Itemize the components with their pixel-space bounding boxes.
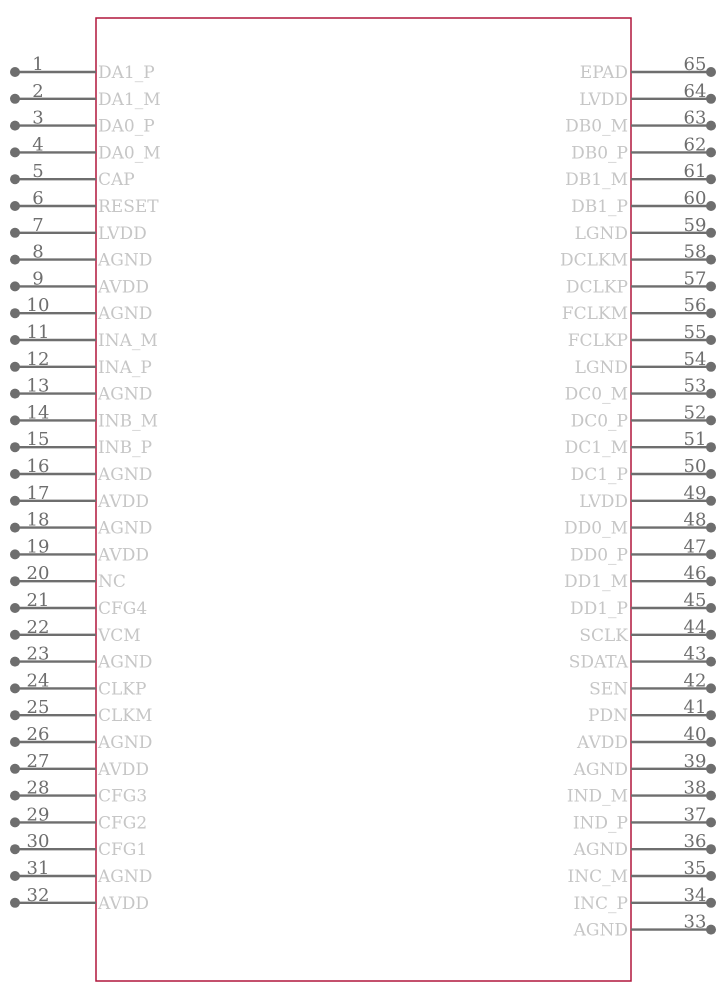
pin-number: 34	[683, 884, 707, 906]
pin-14	[10, 402, 158, 431]
pin-name: AGND	[573, 840, 628, 861]
pin-terminal-dot	[10, 657, 20, 667]
pin-terminal-dot	[706, 764, 716, 774]
pin-terminal-dot	[10, 147, 20, 157]
pin-number: 16	[26, 456, 50, 477]
pin-number: 7	[32, 214, 44, 236]
pin-name: NC	[98, 572, 126, 593]
pin-47	[570, 536, 716, 565]
pin-terminal-dot	[706, 121, 716, 131]
pin-terminal-dot	[10, 710, 20, 720]
pin-44	[579, 617, 716, 646]
pin-number: 12	[26, 348, 50, 370]
pin-number: 62	[683, 134, 707, 156]
pin-terminal-dot	[706, 683, 716, 693]
pin-number: 8	[32, 241, 44, 263]
pin-number: 58	[683, 241, 707, 263]
pin-terminal-dot	[706, 389, 716, 399]
pin-name: DC1_P	[570, 465, 628, 485]
pin-name: SCLK	[579, 625, 628, 646]
pin-number: 15	[26, 429, 50, 451]
pin-name: AGND	[98, 652, 153, 673]
pin-7	[10, 215, 147, 244]
pin-18	[10, 510, 152, 539]
pin-53	[565, 376, 716, 405]
pin-name: INA_P	[98, 357, 152, 378]
pin-name: CFG2	[98, 813, 148, 834]
pin-65	[580, 54, 716, 83]
pin-name: DC1_M	[564, 438, 628, 459]
pin-terminal-dot	[706, 523, 716, 533]
pin-terminal-dot	[10, 844, 20, 854]
pin-number: 54	[683, 348, 707, 370]
pin-number: 27	[26, 750, 50, 772]
pin-terminal-dot	[10, 67, 20, 77]
pin-terminal-dot	[10, 898, 20, 908]
pin-name: LVDD	[579, 491, 628, 512]
pin-name: DCLKP	[565, 277, 628, 298]
pin-number: 29	[26, 804, 50, 826]
pin-terminal-dot	[706, 791, 716, 801]
pin-terminal-dot	[706, 657, 716, 667]
pin-terminal-dot	[10, 523, 20, 533]
pin-17	[10, 483, 149, 512]
pin-terminal-dot	[706, 67, 716, 77]
pin-4	[10, 134, 161, 163]
pin-name: DB0_P	[571, 143, 628, 164]
pin-terminal-dot	[706, 415, 716, 425]
pin-name: DB0_M	[565, 116, 628, 137]
pin-37	[573, 804, 716, 833]
pin-56	[562, 295, 716, 324]
pin-64	[579, 81, 716, 110]
pin-name: AGND	[98, 384, 153, 405]
pin-terminal-dot	[10, 871, 20, 881]
pin-number: 52	[683, 402, 707, 424]
pin-number: 59	[683, 214, 707, 236]
pin-terminal-dot	[10, 576, 20, 586]
pin-number: 1	[32, 54, 44, 75]
pin-number: 23	[26, 643, 50, 665]
pin-terminal-dot	[10, 255, 20, 265]
pin-name: LGND	[574, 223, 628, 244]
pin-name: PDN	[588, 706, 628, 727]
pin-61	[565, 161, 716, 190]
pin-name: DA1_P	[98, 63, 155, 83]
pin-terminal-dot	[10, 630, 20, 640]
pin-32	[10, 885, 149, 914]
pin-30	[10, 831, 147, 860]
pin-name: DA1_M	[98, 89, 161, 110]
pin-59	[575, 215, 716, 244]
pin-49	[579, 483, 716, 512]
pin-terminal-dot	[706, 174, 716, 184]
pin-name: AVDD	[577, 733, 628, 753]
pin-number: 48	[683, 509, 707, 531]
pin-number: 46	[683, 563, 707, 585]
pin-terminal-dot	[10, 683, 20, 693]
component-body	[96, 18, 631, 981]
pin-number: 9	[32, 268, 44, 290]
pin-name: INC_M	[567, 867, 628, 887]
pin-terminal-dot	[706, 335, 716, 345]
pin-40	[576, 724, 716, 753]
pin-number: 60	[683, 188, 707, 209]
pin-39	[573, 751, 716, 780]
pin-terminal-dot	[706, 228, 716, 238]
pin-2	[10, 81, 161, 110]
pin-name: RESET	[98, 197, 159, 217]
pin-31	[10, 858, 152, 887]
pin-name: CFG4	[98, 599, 148, 619]
pin-name: CFG1	[98, 840, 148, 861]
pin-20	[10, 563, 126, 592]
pin-48	[564, 510, 716, 539]
pin-terminal-dot	[706, 94, 716, 104]
pin-terminal-dot	[706, 281, 716, 291]
pin-name: FCLKM	[561, 304, 628, 325]
pin-33	[573, 912, 716, 941]
pin-terminal-dot	[706, 817, 716, 827]
pin-21	[10, 590, 147, 619]
pin-terminal-dot	[10, 415, 20, 425]
pin-terminal-dot	[10, 737, 20, 747]
pin-number: 53	[683, 375, 707, 397]
pin-terminal-dot	[706, 603, 716, 613]
left-pin-group	[10, 54, 161, 914]
pin-number: 30	[26, 831, 50, 853]
pin-number: 17	[26, 482, 50, 504]
pin-number: 6	[32, 188, 44, 209]
pin-terminal-dot	[10, 121, 20, 131]
pin-terminal-dot	[10, 335, 20, 345]
pin-number: 36	[683, 831, 707, 853]
pin-name: DD1_M	[564, 572, 628, 593]
pin-number: 55	[683, 322, 707, 343]
pin-number: 56	[683, 295, 707, 317]
pin-62	[571, 134, 716, 163]
pin-3	[10, 108, 155, 137]
pin-46	[564, 563, 716, 592]
pin-name: DB1_P	[571, 197, 628, 217]
pin-terminal-dot	[706, 496, 716, 506]
pin-1	[10, 54, 155, 83]
pin-number: 37	[683, 804, 707, 826]
pin-terminal-dot	[706, 147, 716, 157]
pin-terminal-dot	[10, 469, 20, 479]
pin-10	[10, 295, 152, 324]
pin-35	[567, 858, 716, 887]
pin-38	[567, 778, 716, 807]
pin-name: LVDD	[98, 223, 147, 244]
pin-36	[573, 831, 716, 860]
pin-number: 18	[26, 509, 50, 531]
pin-number: 2	[32, 80, 44, 102]
pin-number: 50	[683, 456, 707, 477]
pin-number: 38	[683, 777, 707, 799]
pin-name: DCLKM	[559, 250, 628, 271]
pin-number: 42	[683, 670, 707, 692]
pin-24	[10, 670, 146, 699]
pin-43	[569, 644, 716, 673]
pin-name: AGND	[98, 733, 153, 753]
pin-terminal-dot	[706, 442, 716, 452]
pin-number: 33	[683, 911, 707, 933]
pin-number: 10	[26, 295, 50, 317]
pin-16	[10, 456, 152, 485]
pin-terminal-dot	[706, 898, 716, 908]
pin-name: EPAD	[579, 63, 628, 83]
pin-50	[571, 456, 716, 485]
pin-name: FCLKP	[567, 331, 628, 351]
pin-number: 3	[32, 107, 44, 129]
pin-number: 24	[26, 670, 50, 692]
pin-51	[565, 429, 716, 458]
pin-number: 63	[683, 107, 707, 129]
pin-number: 19	[26, 536, 50, 558]
pin-number: 5	[32, 161, 44, 183]
pin-60	[571, 188, 716, 217]
pin-26	[10, 724, 152, 753]
pin-number: 41	[683, 697, 707, 719]
pin-terminal-dot	[10, 281, 20, 291]
pin-name: CAP	[98, 170, 135, 191]
pin-11	[10, 322, 158, 351]
pin-19	[10, 536, 149, 565]
pin-name: DD0_M	[564, 518, 628, 539]
pin-name: AGND	[98, 304, 153, 325]
pin-name: CLKM	[98, 706, 153, 727]
pin-name: DD1_P	[569, 599, 628, 619]
pin-terminal-dot	[10, 389, 20, 399]
pin-number: 25	[26, 697, 50, 719]
pin-13	[10, 376, 152, 405]
pin-terminal-dot	[706, 844, 716, 854]
pin-number: 64	[683, 80, 707, 102]
pin-name: CFG3	[98, 786, 148, 807]
pin-number: 4	[32, 134, 44, 156]
pin-terminal-dot	[706, 737, 716, 747]
pin-terminal-dot	[10, 174, 20, 184]
pin-55	[568, 322, 716, 351]
pin-number: 44	[683, 616, 707, 638]
pin-name: AGND	[98, 518, 153, 539]
pin-28	[10, 778, 147, 807]
pin-name: AVDD	[98, 893, 149, 914]
pin-number: 45	[683, 590, 707, 611]
pin-name: INB_P	[98, 438, 153, 459]
pin-29	[10, 804, 147, 833]
pin-number: 40	[683, 724, 707, 745]
pin-number: 47	[683, 536, 707, 558]
pin-15	[10, 429, 152, 458]
pin-name: IND_M	[566, 786, 628, 807]
pin-number: 31	[26, 858, 50, 879]
pin-name: DC0_P	[570, 411, 628, 432]
pin-terminal-dot	[10, 791, 20, 801]
pin-name: AGND	[98, 465, 153, 485]
pin-name: LVDD	[579, 89, 628, 110]
pin-name: AGND	[98, 867, 153, 887]
pin-terminal-dot	[706, 255, 716, 265]
pin-name: DD0_P	[569, 545, 628, 566]
pin-name: AVDD	[98, 277, 149, 298]
pin-number: 39	[683, 750, 707, 772]
pin-27	[10, 751, 149, 780]
pin-23	[10, 644, 152, 673]
pin-name: AGND	[573, 920, 628, 941]
pin-terminal-dot	[10, 549, 20, 559]
pin-name: SDATA	[568, 652, 628, 673]
pin-terminal-dot	[10, 603, 20, 613]
pin-name: AGND	[98, 250, 153, 271]
pin-name: DB1_M	[565, 170, 628, 191]
pin-name: DA0_M	[98, 143, 161, 164]
pin-terminal-dot	[706, 469, 716, 479]
pin-number: 49	[683, 482, 707, 504]
pin-name: INC_P	[573, 893, 628, 914]
pin-terminal-dot	[10, 817, 20, 827]
pin-name: IND_P	[572, 813, 628, 834]
pin-58	[560, 242, 716, 271]
pin-name: AVDD	[98, 491, 149, 512]
pin-terminal-dot	[706, 308, 716, 318]
pin-9	[10, 268, 149, 297]
pin-terminal-dot	[10, 362, 20, 372]
pin-number: 35	[683, 858, 707, 879]
pin-terminal-dot	[706, 362, 716, 372]
pin-number: 28	[26, 777, 50, 799]
pin-terminal-dot	[10, 496, 20, 506]
pin-name: AVDD	[98, 545, 149, 566]
pin-name: AVDD	[98, 759, 149, 780]
right-pin-group	[560, 54, 716, 941]
pin-terminal-dot	[10, 442, 20, 452]
pin-name: SEN	[589, 679, 628, 700]
pin-number: 26	[26, 724, 50, 745]
pin-terminal-dot	[10, 308, 20, 318]
pin-terminal-dot	[10, 228, 20, 238]
pin-number: 51	[683, 429, 707, 451]
pin-name: LGND	[574, 357, 628, 378]
pin-name: INB_M	[98, 411, 158, 432]
pin-number: 14	[26, 402, 50, 424]
pin-name: INA_M	[98, 331, 158, 351]
pin-number: 13	[26, 375, 50, 397]
pin-number: 43	[683, 643, 707, 665]
pin-number: 32	[26, 884, 50, 906]
pin-terminal-dot	[10, 94, 20, 104]
pin-terminal-dot	[706, 576, 716, 586]
pin-number: 21	[26, 590, 50, 611]
pin-54	[575, 349, 716, 378]
pin-34	[573, 885, 716, 914]
pin-57	[566, 268, 716, 297]
pin-42	[589, 670, 716, 699]
pin-52	[571, 402, 716, 431]
pin-6	[10, 188, 159, 217]
pin-45	[570, 590, 716, 619]
pin-number: 61	[683, 161, 707, 183]
pin-terminal-dot	[706, 925, 716, 935]
pin-terminal-dot	[706, 549, 716, 559]
pin-8	[10, 242, 152, 271]
pin-terminal-dot	[706, 871, 716, 881]
pin-63	[565, 108, 716, 137]
pin-name: AGND	[573, 759, 628, 780]
pin-terminal-dot	[10, 201, 20, 211]
pin-number: 65	[683, 54, 707, 75]
pin-name: CLKP	[98, 679, 147, 700]
pin-number: 57	[683, 268, 707, 290]
pin-terminal-dot	[706, 201, 716, 211]
pin-number: 20	[26, 563, 50, 585]
pin-name: DA0_P	[98, 116, 155, 137]
pin-terminal-dot	[706, 710, 716, 720]
pin-22	[10, 617, 141, 646]
pin-name: DC0_M	[564, 384, 628, 405]
pin-12	[10, 349, 152, 378]
pin-terminal-dot	[10, 764, 20, 774]
pin-25	[10, 697, 152, 726]
pin-number: 22	[26, 616, 50, 638]
pin-41	[588, 697, 716, 726]
pin-number: 11	[26, 322, 50, 343]
pin-5	[10, 161, 135, 190]
pin-name: VCM	[98, 625, 141, 646]
pin-terminal-dot	[706, 630, 716, 640]
